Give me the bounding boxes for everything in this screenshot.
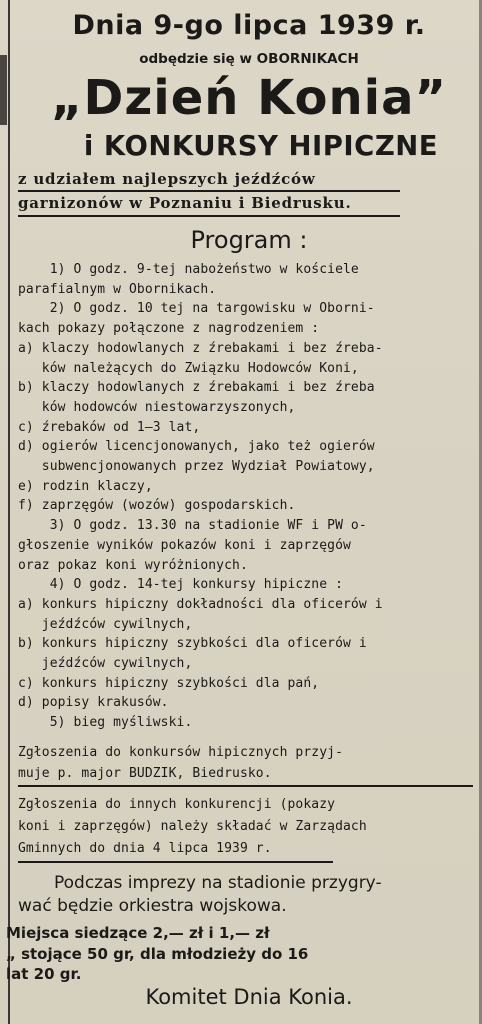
program-line: a) konkurs hipiczny dokładności dla oficerów i xyxy=(18,596,383,612)
orchestra-line-1: Podczas imprezy na stadionie przygry- xyxy=(54,873,382,893)
program-line: jeźdźców cywilnych, xyxy=(18,656,193,671)
program-line: 4) O godz. 14-tej konkursy hipiczne : xyxy=(18,577,343,593)
notice-2-line-1: Zgłoszenia do innych konkurencji (pokazy xyxy=(18,797,336,812)
program-line: jeźdźców cywilnych, xyxy=(18,616,193,632)
participants-line-2: garnizonów w Poznaniu i Biedrusku. xyxy=(18,194,352,212)
program-line: subwencjonowanych przez Wydział Powiatowy, xyxy=(18,459,375,474)
program-line: ków należących do Związku Hodowców Koni, xyxy=(18,360,359,376)
program-line: 3) O godz. 13.30 na stadionie WF i PW o- xyxy=(18,518,367,534)
program-line: a) klaczy hodowlanych z źrebakami i bez źreba- xyxy=(18,340,383,356)
program-heading: Program : xyxy=(190,226,308,254)
underline-rule xyxy=(18,785,473,787)
program-line: 5) bieg myśliwski. xyxy=(18,715,193,731)
prices-line-1: Miejsca siedzące 2,— zł i 1,— zł xyxy=(6,924,270,942)
program-line: b) konkurs hipiczny szybkości dla oficerów i xyxy=(18,636,367,652)
signature: Komitet Dnia Konia. xyxy=(145,985,353,1009)
program-line: oraz pokaz koni wyróżnionych. xyxy=(18,557,248,573)
program-line: głoszenie wyników pokazów koni i zaprzęgów xyxy=(18,537,351,553)
program-line: kach pokazy połączone z nagrodzeniem : xyxy=(18,321,320,337)
event-subtitle: i KONKURSY HIPICZNE xyxy=(83,130,439,162)
program-line: d) ogierów licencjonowanych, jako też ogierów xyxy=(18,439,375,455)
program-line: e) rodzin klaczy, xyxy=(18,478,153,494)
adjacent-column-fragment xyxy=(0,55,7,125)
program-line: f) zaprzęgów (wozów) gospodarskich. xyxy=(18,498,296,514)
program-line: c) źrebaków od 1—3 lat, xyxy=(18,419,201,435)
program-line: c) konkurs hipiczny szybkości dla pań, xyxy=(18,675,320,691)
underline-rule xyxy=(18,215,400,217)
column-divider xyxy=(8,0,10,1024)
date-headline: Dnia 9-go lipca 1939 r. xyxy=(72,10,426,41)
underline-rule xyxy=(18,861,333,863)
program-line: b) klaczy hodowlanych z źrebakami i bez źreba xyxy=(18,380,375,396)
program-line: d) popisy krakusów. xyxy=(18,695,169,711)
program-line: ków hodowców niestowarzyszonych, xyxy=(18,399,296,415)
participants-line-1: z udziałem najlepszych jeźdźców xyxy=(18,170,316,188)
event-title: „Dzień Konia” xyxy=(50,70,448,126)
notice-1-line-2: muje p. major BUDZIK, Biedrusko. xyxy=(18,766,272,781)
notice-2-line-2: koni i zaprzęgów) należy składać w Zarządach xyxy=(18,819,367,834)
prices-line-3: lat 20 gr. xyxy=(6,965,82,983)
program-line: 2) O godz. 10 tej na targowisku w Oborni- xyxy=(18,301,375,317)
program-line: parafialnym w Obornikach. xyxy=(18,281,217,297)
underline-rule xyxy=(18,190,400,192)
orchestra-line-2: wać będzie orkiestra wojskowa. xyxy=(18,896,287,916)
notice-1-line-1: Zgłoszenia do konkursów hipicznych przyj- xyxy=(18,745,343,760)
location-line: odbędzie się w OBORNIKACH xyxy=(139,51,359,67)
notice-2-line-3: Gminnych do dnia 4 lipca 1939 r. xyxy=(18,841,272,856)
prices-line-2: „ stojące 50 gr, dla młodzieży do 16 xyxy=(6,945,309,963)
program-line: 1) O godz. 9-tej nabożeństwo w kościele xyxy=(18,262,359,277)
